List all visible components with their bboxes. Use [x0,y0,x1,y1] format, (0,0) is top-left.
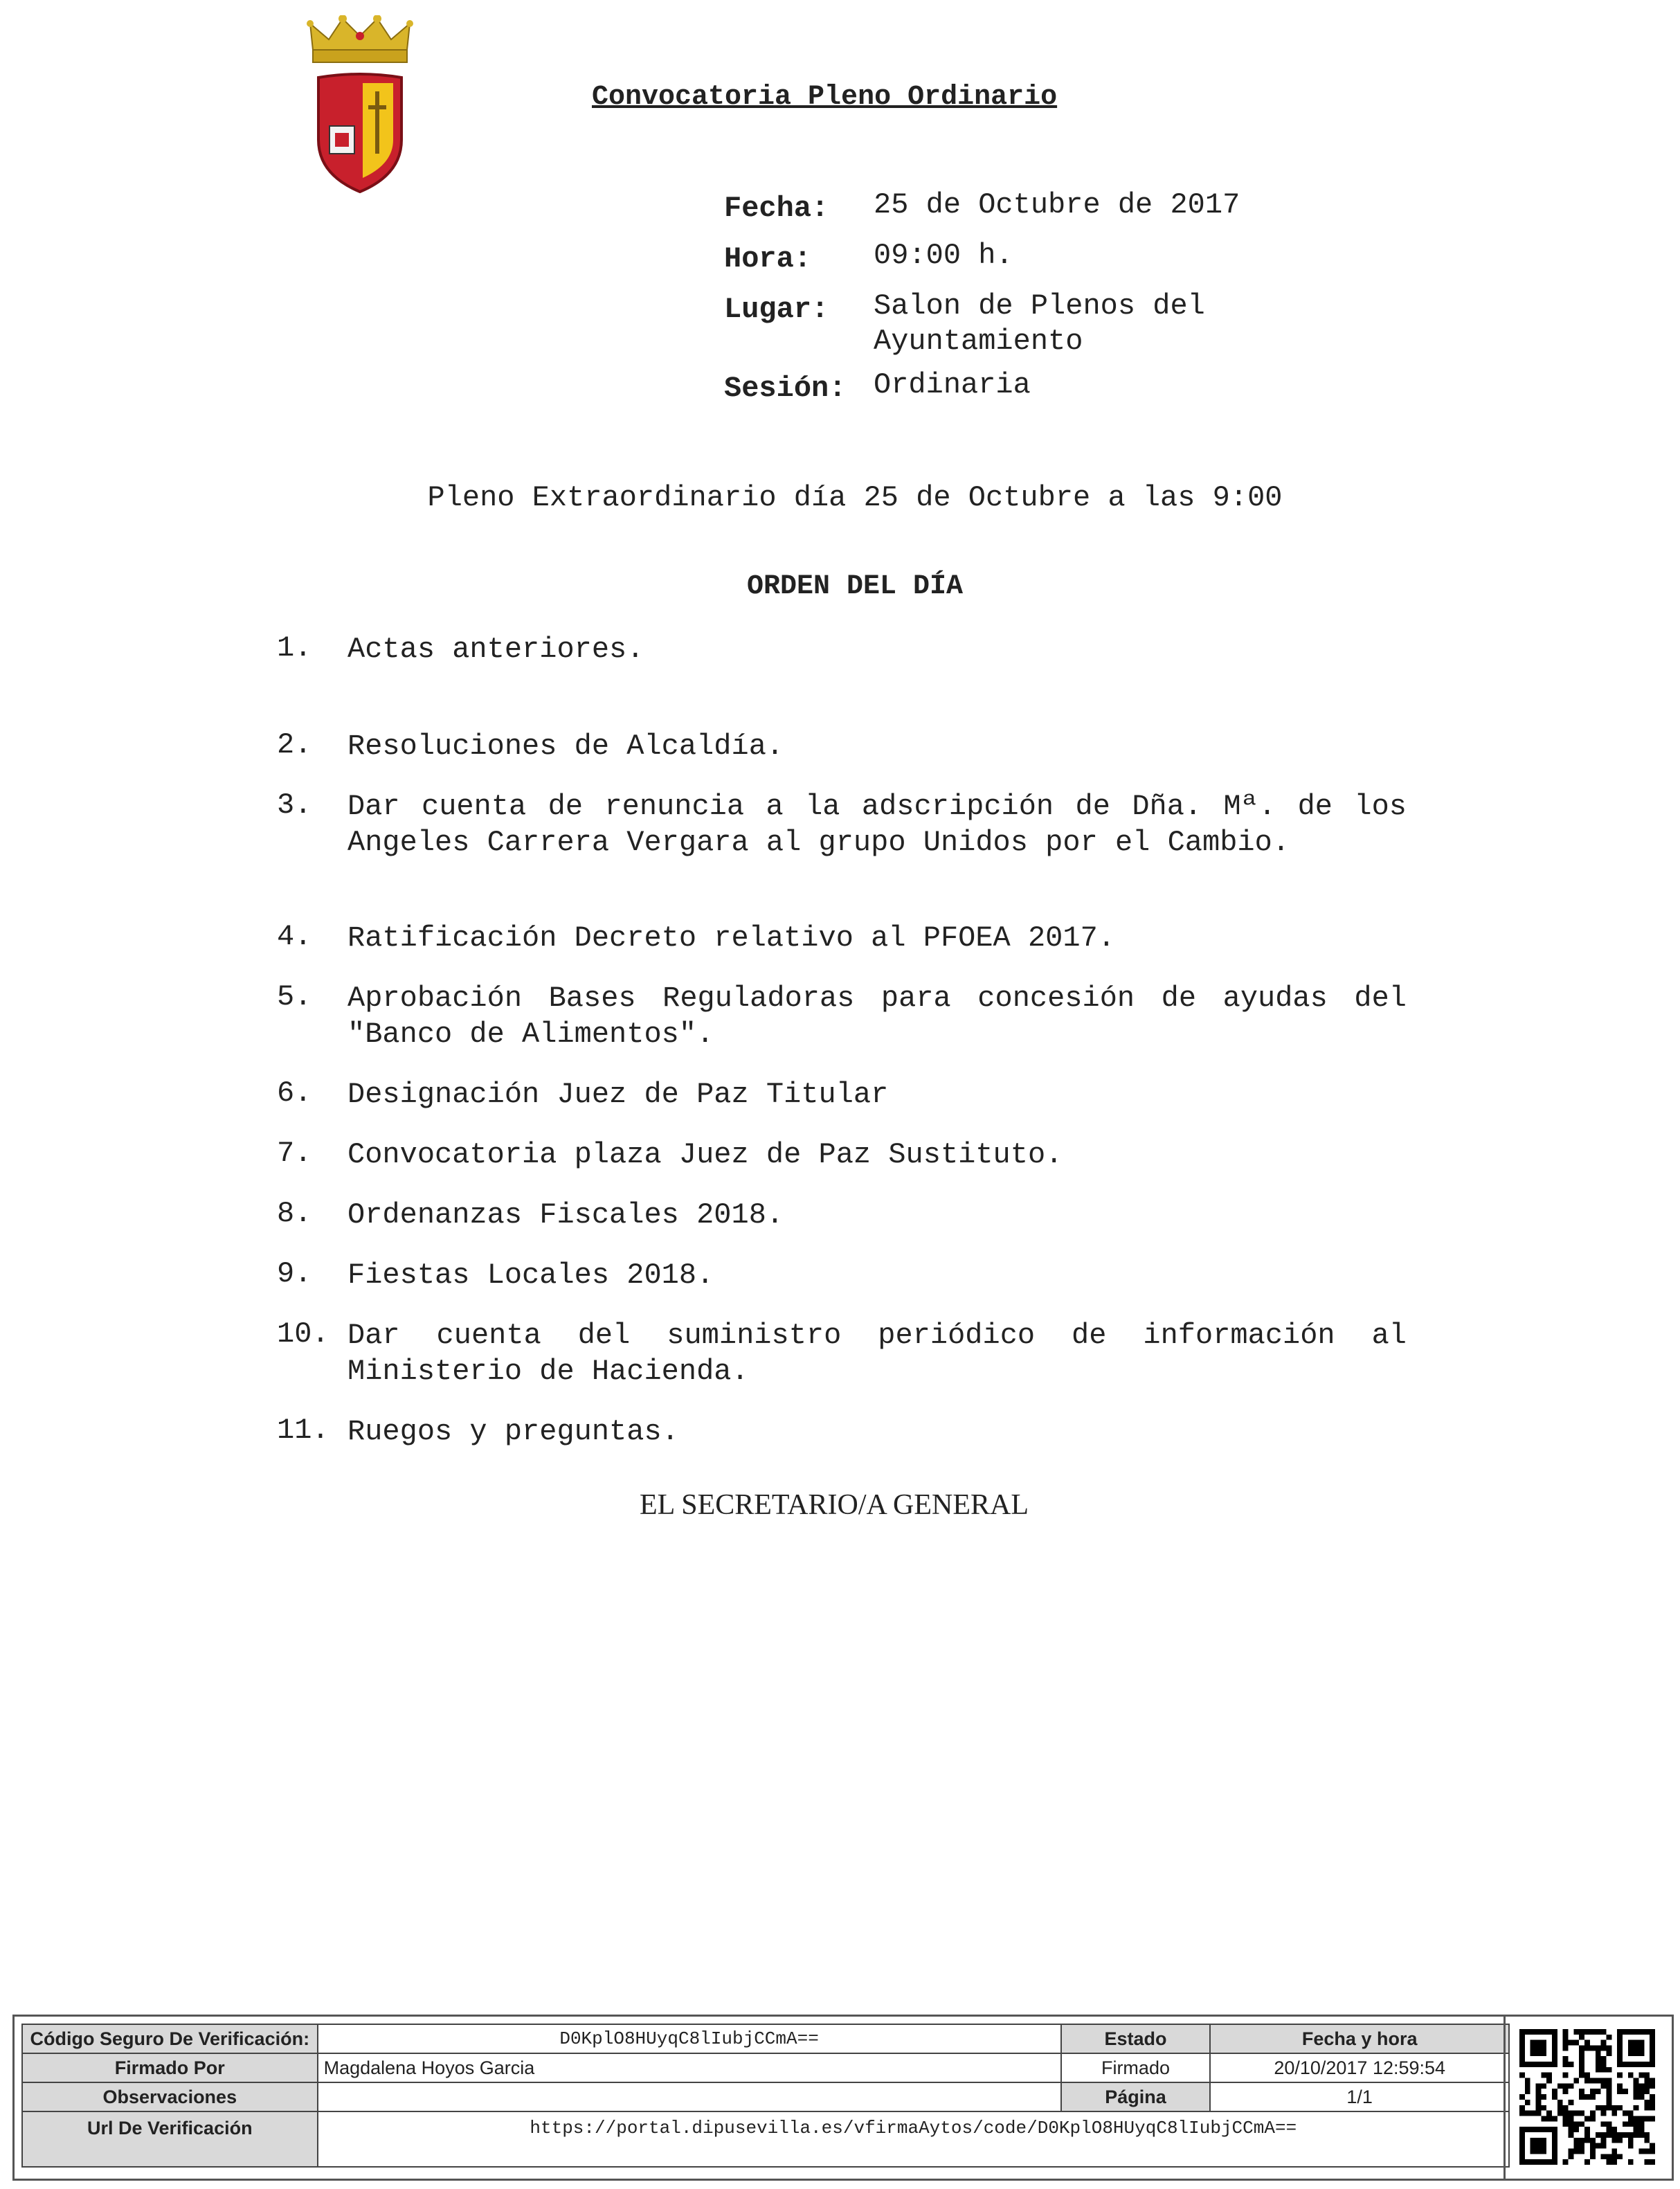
lugar-value-line1: Salon de Plenos del [874,289,1205,323]
table-row [22,2111,1509,2167]
shield-icon [318,74,401,192]
url-label: Url De Verificación [22,2111,318,2167]
crown-icon [307,15,413,62]
csv-label: Código Seguro De Verificación: [22,2024,318,2053]
list-item-number: 5. [277,980,312,1014]
list-item: Dar cuenta del suministro periódico de información al Ministerio de Hacienda. [347,1319,1407,1388]
list-item-number: 11. [277,1414,329,1447]
csv-value: D0KplO8HUyqC8lIubjCCmA== [318,2024,1061,2053]
list-item: Ratificación Decreto relativo al PFOEA 2017. [347,921,1115,955]
signature-line: EL SECRETARIO/A GENERAL [639,1489,1029,1521]
list-item-number: 3. [277,789,312,822]
lugar-value-line2: Ayuntamiento [874,325,1083,358]
fecha-hora-label: Fecha y hora [1210,2024,1509,2053]
list-item: Convocatoria plaza Juez de Paz Sustituto. [347,1138,1063,1171]
pagina-value: 1/1 [1210,2082,1509,2111]
table-row [22,2082,1509,2111]
list-item-number: 6. [277,1077,312,1110]
fecha-hora-value: 20/10/2017 12:59:54 [1210,2053,1509,2082]
table-row [22,2024,1509,2053]
estado-label: Estado [1061,2024,1211,2053]
table-row [22,2053,1509,2082]
lugar-label: Lugar: [724,293,829,326]
coat-of-arms-logo [305,15,415,195]
sesion-label: Sesión: [724,372,847,405]
sesion-value: Ordinaria [874,368,1031,402]
qr-code-box [1503,2017,1672,2179]
list-item-number: 7. [277,1137,312,1170]
list-item-number: 8. [277,1197,312,1230]
list-item-number: 10. [277,1317,329,1351]
fecha-value: 25 de Octubre de 2017 [874,188,1240,222]
list-item: Fiestas Locales 2018. [347,1259,714,1292]
list-item-number: 2. [277,728,312,762]
estado-value: Firmado [1061,2053,1211,2082]
list-item: Ordenanzas Fiscales 2018. [347,1198,784,1232]
orden-del-dia-heading: ORDEN DEL DÍA [746,571,964,602]
list-item: Ruegos y preguntas. [347,1415,679,1448]
list-item: Aprobación Bases Reguladoras para concesión de ayudas del "Banco de Alimentos". [347,982,1407,1051]
list-item-number: 4. [277,920,312,953]
list-item: Dar cuenta de renuncia a la adscripción de Dña. Mª. de los Angeles Carrera Vergara al grupo Unidos por el Cambio. [347,790,1407,859]
observaciones-value [318,2082,1061,2111]
fecha-label: Fecha: [724,192,829,225]
qr-code-icon [1519,2029,1655,2165]
list-item-number: 1. [277,631,312,665]
pagina-label: Página [1061,2082,1211,2111]
observaciones-label: Observaciones [22,2082,318,2111]
verification-table [21,2024,1510,2168]
list-item: Actas anteriores. [347,633,644,666]
hora-label: Hora: [724,242,812,276]
list-item: Designación Juez de Paz Titular [347,1078,889,1111]
url-value: https://portal.dipusevilla.es/vfirmaAytos/code/D0KplO8HUyqC8lIubjCCmA== [318,2111,1509,2167]
firmado-por-label: Firmado Por [22,2053,318,2082]
list-item-number: 9. [277,1257,312,1290]
firmado-por-value: Magdalena Hoyos Garcia [318,2053,1061,2082]
intro-text: Pleno Extraordinario día 25 de Octubre a las 9:00 [427,481,1283,514]
verification-footer [12,2015,1674,2181]
hora-value: 09:00 h. [874,239,1013,272]
list-item: Resoluciones de Alcaldía. [347,730,784,763]
document-title: Convocatoria Pleno Ordinario [592,82,1058,113]
